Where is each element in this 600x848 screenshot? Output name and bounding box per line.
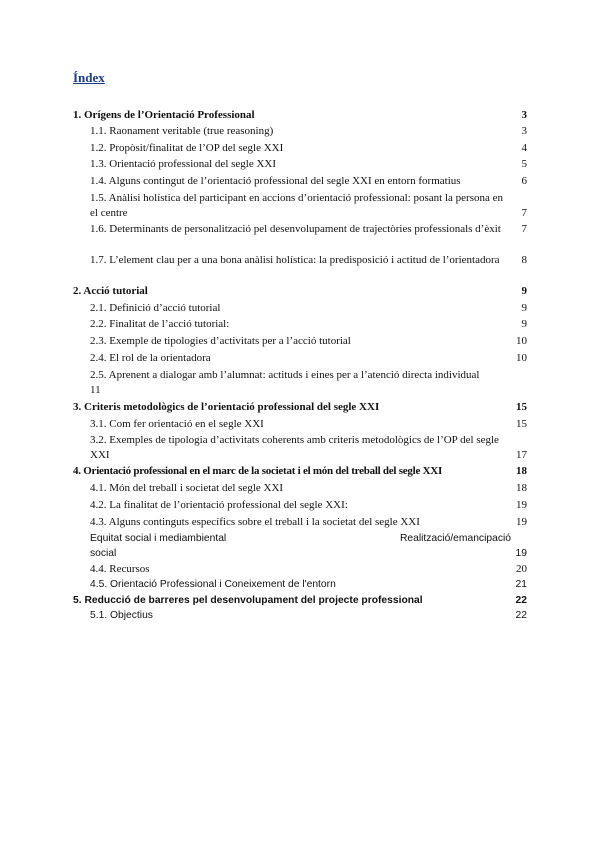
- toc-entry-1-7[interactable]: [73, 253, 527, 268]
- toc-entry-page: 15: [516, 418, 527, 430]
- toc-entry-4-2[interactable]: [73, 498, 527, 513]
- toc-entry-text: 3.1. Com fer orientació en el segle XXI: [90, 418, 264, 430]
- toc-entry-text: 5.1. Objectius: [90, 610, 153, 621]
- toc-entry-text: 1.1. Raonament veritable (true reasoning): [90, 125, 274, 137]
- toc-entry-text: 1. Orígens de l’Orientació Professional: [73, 109, 255, 121]
- index-title[interactable]: Índex: [73, 70, 105, 85]
- toc-entry-page: 4: [521, 142, 527, 154]
- toc-entry-page: 22: [515, 610, 527, 621]
- toc-entry-5-1[interactable]: [73, 609, 527, 624]
- toc-entry-3-2[interactable]: [73, 433, 527, 462]
- toc-entry-text: 2.3. Exemple de tipologies d’activitats per a l’acció tutorial: [90, 335, 351, 347]
- toc-entry-4-1[interactable]: [73, 481, 527, 496]
- toc-entry-text: 4.3. Alguns continguts específics sobre el treball i la societat del segle XXI: [90, 516, 420, 528]
- toc-entry-page: 17: [516, 448, 527, 461]
- toc-entry-1-1[interactable]: [73, 124, 527, 139]
- toc-entry-page: 9: [521, 302, 527, 314]
- toc-entry-page: 7: [521, 223, 527, 235]
- toc-entry-1-6[interactable]: [73, 222, 527, 237]
- toc-entry-2-2[interactable]: [73, 317, 527, 332]
- toc-entry-text: 1.4. Alguns contingut de l’orientació professional del segle XXI en entorn formatius: [90, 175, 461, 187]
- toc-entry-page: 8: [521, 254, 527, 266]
- toc-entry-text: 2. Acció tutorial: [73, 285, 148, 297]
- toc-entry-page: 19: [515, 547, 527, 559]
- toc-entry-1-4[interactable]: [73, 174, 527, 189]
- toc-entry-text: 4.5. Orientació Professional i Coneixement de l'entorn: [90, 579, 336, 590]
- toc-entry-page: 15: [516, 401, 527, 413]
- toc-entry-4[interactable]: [73, 464, 527, 479]
- toc-entry-text: 5. Reducció de barreres pel desenvolupament del projecte professional: [73, 595, 423, 606]
- toc-entry-4-3[interactable]: [73, 515, 527, 530]
- toc-entry-page: 5: [521, 158, 527, 170]
- toc-entry-1-3[interactable]: [73, 157, 527, 172]
- toc-entry-4-3-sub[interactable]: [90, 532, 527, 561]
- toc-entry-text: 1.3. Orientació professional del segle XXI: [90, 158, 277, 170]
- toc-entry-text: 2.4. El rol de la orientadora: [90, 352, 211, 364]
- toc-entry-text: 1.6. Determinants de personalització pel desenvolupament de trajectòries professionals d’èxit: [90, 223, 501, 235]
- toc-entry-page: 18: [516, 465, 527, 477]
- toc-entry-text-right: Realització/emancipació: [399, 533, 511, 544]
- toc-entry-page: 18: [516, 482, 527, 494]
- toc-entry-1-2[interactable]: [73, 141, 527, 156]
- toc-entry-text: 3. Criteris metodològics de l’orientació professional del segle XXI: [73, 401, 380, 413]
- toc-entry-2-3[interactable]: [73, 334, 527, 349]
- toc-entry-text: 1.2. Propòsit/finalitat de l’OP del segle XXI: [90, 142, 284, 154]
- toc-entry-text: 4.2. La finalitat de l’orientació professional del segle XXI:: [90, 499, 348, 511]
- toc-entry-text-left: Equitat social i mediambiental: [90, 533, 227, 544]
- toc-entry-page: 6: [521, 175, 527, 187]
- toc-entry-2[interactable]: [73, 284, 527, 299]
- toc-entry-text: 4.1. Món del treball i societat del segle XXI: [90, 482, 284, 494]
- toc-entry-page: 21: [515, 579, 527, 590]
- toc-entry-4-4[interactable]: [73, 562, 527, 577]
- toc-entry-2-4[interactable]: [73, 351, 527, 366]
- toc-entry-page: 19: [516, 499, 527, 511]
- toc-entry-3[interactable]: [73, 400, 527, 415]
- toc-entry-text: 4.4. Recursos: [90, 563, 150, 575]
- toc-entry-page: 9: [521, 318, 527, 330]
- toc-entry-4-5[interactable]: [73, 578, 527, 593]
- toc-entry-page: 9: [521, 285, 527, 297]
- toc-entry-page: 10: [516, 352, 527, 364]
- toc-entry-1-5[interactable]: [73, 191, 527, 220]
- toc-entry-3-1[interactable]: [73, 417, 527, 432]
- toc-entry-page: 22: [515, 595, 527, 606]
- toc-entry-2-5[interactable]: [73, 368, 527, 397]
- toc-entry-text: 2.5. Aprenent a dialogar amb l’alumnat: actituds i eines per a l’atenció directa individual: [90, 369, 480, 381]
- toc-entry-5[interactable]: [73, 594, 527, 609]
- toc-entry-text: 2.1. Definició d’acció tutorial: [90, 302, 221, 314]
- toc-entry-page: 10: [516, 335, 527, 347]
- toc-entry-page: 7: [521, 206, 527, 219]
- toc-entry-text: 1.5. Anàlisi holística del participant en accions d’orientació professional: posant la persona en el centre: [90, 192, 503, 219]
- toc-entry-2-1[interactable]: [73, 301, 527, 316]
- toc-entry-page: 11: [90, 383, 101, 396]
- toc-entry-1[interactable]: [73, 108, 527, 123]
- toc-entry-text: 2.2. Finalitat de l’acció tutorial:: [90, 318, 230, 330]
- toc-entry-text: 3.2. Exemples de tipologia d’activitats coherents amb criteris metodològics de l’OP del segle XXI: [90, 434, 499, 461]
- toc-entry-text: 1.7. L’element clau per a una bona anàlisi holística: la predisposició i actitud de l’orientadora: [90, 254, 500, 266]
- toc-entry-text: 4. Orientació professional en el marc de la societat i el món del treball del segle XXI: [73, 465, 443, 477]
- toc-entry-page: 3: [521, 109, 527, 121]
- toc-entry-text-cont: social: [90, 547, 117, 559]
- toc-entry-page: 3: [521, 125, 527, 137]
- toc-entry-page: 20: [516, 563, 527, 575]
- toc-entry-page: 19: [516, 516, 527, 528]
